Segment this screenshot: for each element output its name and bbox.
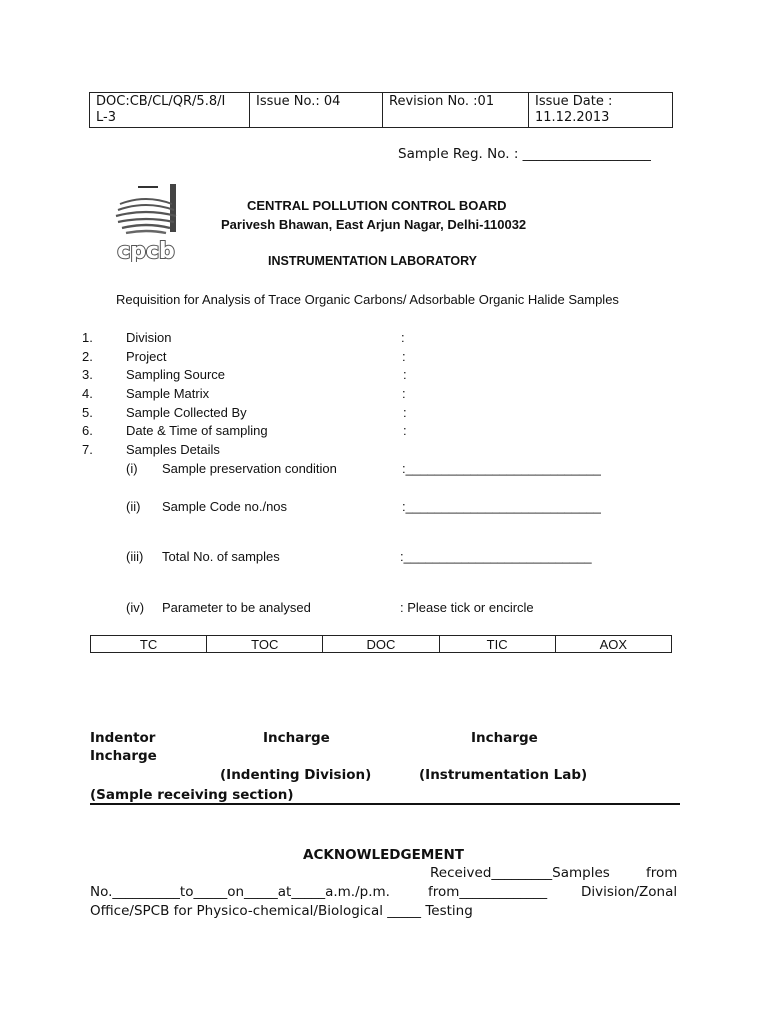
field-label-sample-collected-by: Sample Collected By (126, 405, 247, 420)
signature-indentor: Indentor (90, 730, 156, 746)
field-label-sampling-source: Sampling Source (126, 367, 225, 382)
sub-field-label-preservation: Sample preservation condition (162, 461, 337, 476)
sample-receiving-label: (Sample receiving section) (90, 787, 294, 803)
doc-code-cell (90, 93, 250, 128)
doc-code-continued: L-3 (96, 110, 116, 125)
revision-no: Revision No. :01 (389, 94, 495, 109)
cpcb-emblem-icon (110, 182, 182, 262)
sub-field-number: (iii) (126, 549, 144, 564)
sample-reg-no: Sample Reg. No. : ___________________ (398, 146, 651, 162)
field-label-samples-details: Samples Details (126, 442, 220, 457)
parameter-tc[interactable]: TC (91, 636, 207, 653)
instrumentation-lab-label: (Instrumentation Lab) (419, 767, 588, 783)
field-separator: : (403, 423, 407, 438)
field-separator: : (403, 405, 407, 420)
field-number: 4. (82, 386, 93, 401)
org-address: Parivesh Bhawan, East Arjun Nagar, Delhi-110032 (221, 217, 527, 232)
field-number: 5. (82, 405, 93, 420)
parameter-doc[interactable]: DOC (323, 636, 439, 653)
org-name: CENTRAL POLLUTION CONTROL BOARD (247, 198, 507, 213)
signature-incharge-receiving: Incharge (90, 748, 157, 764)
issue-date-cell (529, 93, 673, 128)
logo-wordmark: cpcb (117, 239, 175, 262)
field-number: 3. (82, 367, 93, 382)
sub-field-label-parameter: Parameter to be analysed (162, 600, 311, 615)
cpcb-logo (110, 182, 182, 262)
parameter-instruction: : Please tick or encircle (400, 600, 534, 615)
total-samples-blank: :__________________________ (400, 549, 592, 564)
indenting-division-label: (Indenting Division) (220, 767, 372, 783)
parameter-table (90, 635, 672, 653)
field-separator: : (402, 386, 406, 401)
parameter-toc[interactable]: TOC (207, 636, 323, 653)
ack-division: Division/Zonal (581, 884, 678, 900)
field-label-sample-matrix: Sample Matrix (126, 386, 210, 401)
field-label-division: Division (126, 330, 172, 345)
field-separator: : (402, 349, 406, 364)
lab-name: INSTRUMENTATION LABORATORY (268, 254, 478, 268)
issue-no: Issue No.: 04 (256, 94, 341, 109)
acknowledgement-title: ACKNOWLEDGEMENT (303, 847, 464, 863)
sub-field-label-total-samples: Total No. of samples (162, 549, 280, 564)
ack-office-line: Office/SPCB for Physico-chemical/Biological _____ Testing (90, 903, 473, 919)
sub-field-number: (iv) (126, 600, 145, 615)
ack-from-blank: from_____________ (428, 884, 548, 900)
form-title: Requisition for Analysis of Trace Organic Carbons/ Adsorbable Organic Halide Samples (116, 292, 619, 307)
field-separator: : (403, 367, 407, 382)
signature-incharge-lab: Incharge (471, 730, 538, 746)
parameter-aox[interactable]: AOX (555, 636, 671, 653)
field-label-date-time: Date & Time of sampling (126, 423, 268, 438)
preservation-condition-blank: :___________________________ (402, 461, 601, 476)
field-number: 7. (82, 442, 93, 457)
issue-date: 11.12.2013 (535, 110, 610, 125)
field-number: 1. (82, 330, 93, 345)
parameter-tic[interactable]: TIC (439, 636, 555, 653)
issue-date-label: Issue Date : (535, 94, 613, 109)
document-header-table (89, 92, 673, 128)
revision-cell (383, 93, 529, 128)
field-label-project: Project (126, 349, 167, 364)
doc-code: DOC:CB/CL/QR/5.8/I (96, 94, 226, 109)
ack-from: from (646, 865, 678, 881)
sub-field-number: (i) (126, 461, 138, 476)
issue-no-cell (250, 93, 383, 128)
ack-no-line: No.__________to_____on_____at_____a.m./p.m. (90, 884, 390, 900)
divider (90, 803, 680, 805)
sample-code-blank: :___________________________ (402, 499, 601, 514)
signature-incharge-indenting: Incharge (263, 730, 330, 746)
field-separator: : (401, 330, 405, 345)
ack-received: Received_________Samples (430, 865, 610, 881)
sub-field-label-sample-code: Sample Code no./nos (162, 499, 288, 514)
field-number: 6. (82, 423, 93, 438)
field-number: 2. (82, 349, 93, 364)
table-row (91, 636, 672, 653)
sub-field-number: (ii) (126, 499, 141, 514)
